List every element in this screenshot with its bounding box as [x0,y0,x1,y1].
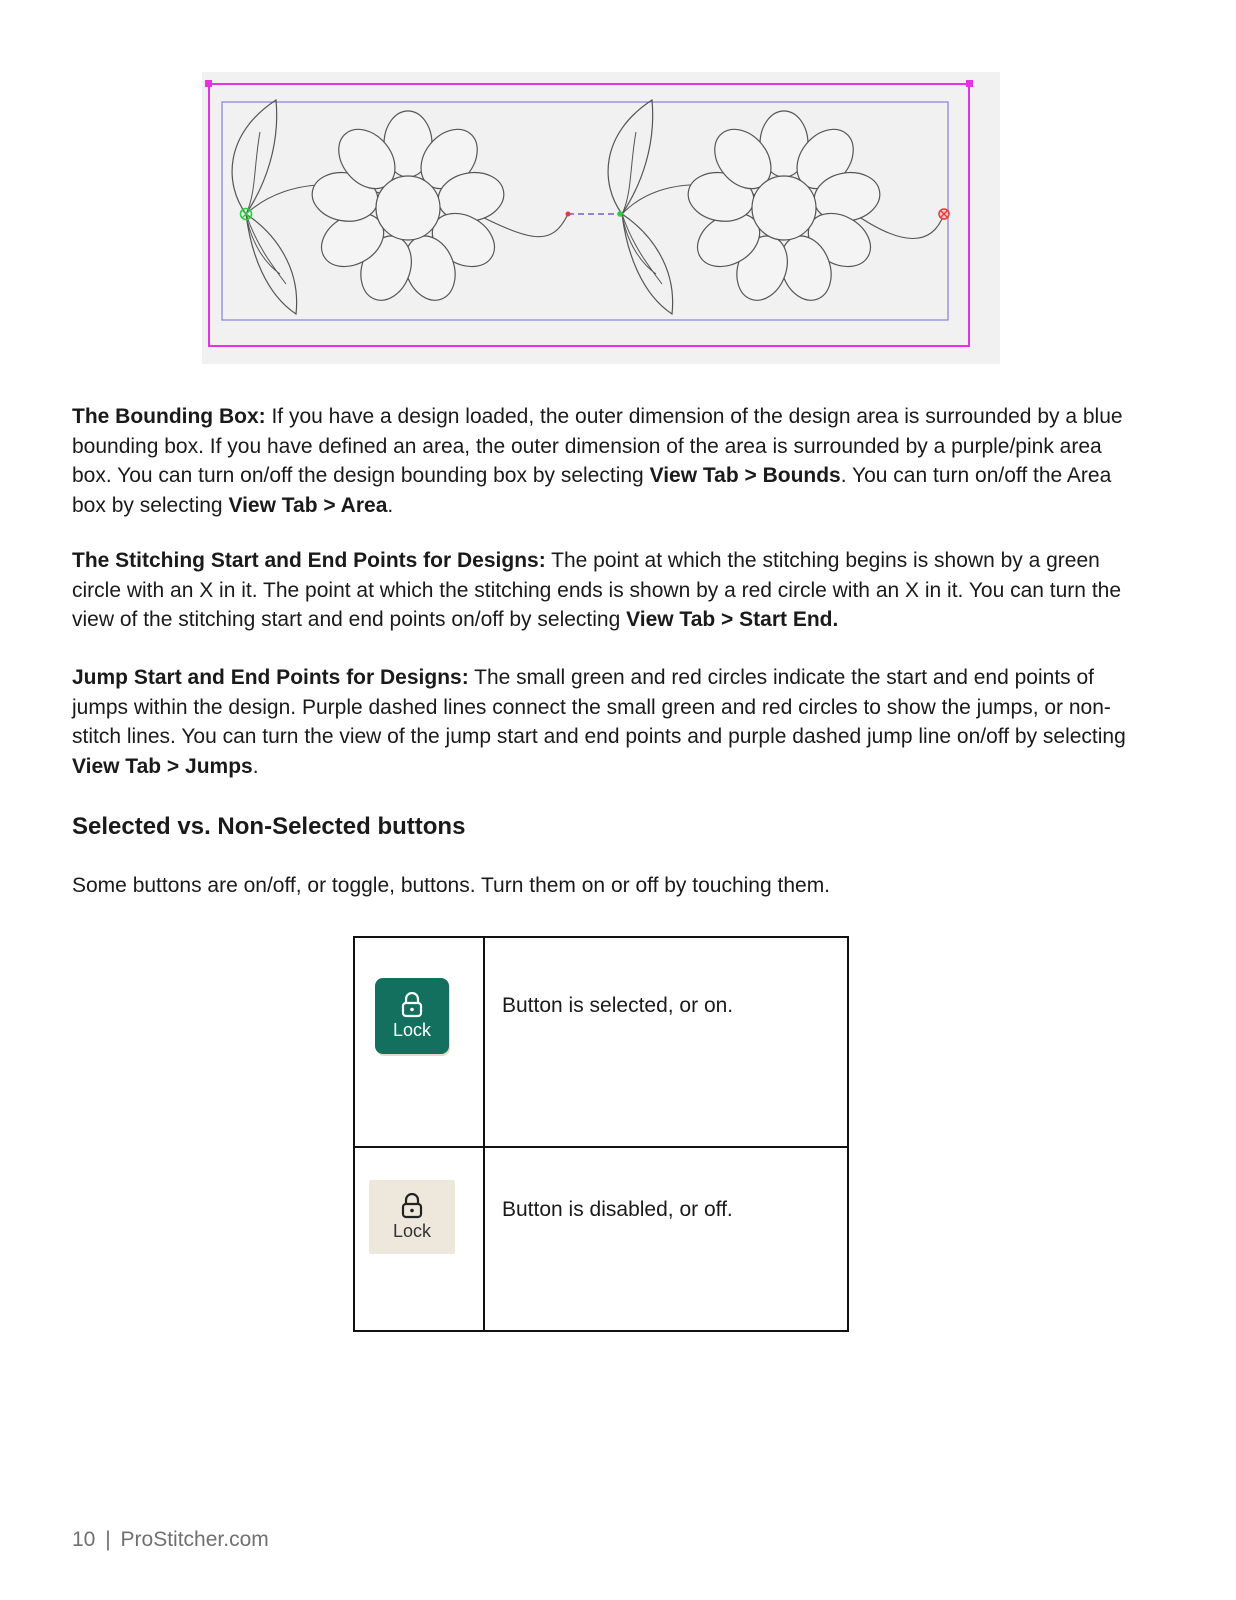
table-cell-description: Button is selected, or on. [484,937,848,1147]
area-box-handle [966,80,973,87]
menu-path: View Tab > Start End. [626,608,839,631]
paragraph-text: The point at which the stitching begins is shown by a green circle with an X in it. The point at which the stitching ends is shown by a red circle with an X in it. You can turn the view of the stitching start and end points on/off by selecting [72,549,1122,631]
flower-motif [308,111,507,307]
paragraph-title: The Stitching Start and End Points for Designs: [72,549,546,572]
page-number: 10 [72,1528,96,1551]
footer-site: ProStitcher.com [120,1528,269,1551]
button-states-table [353,936,849,1332]
section-heading: Selected vs. Non-Selected buttons [72,813,466,840]
lock-button-disabled[interactable] [369,1180,455,1254]
paragraph-title: The Bounding Box: [72,405,266,428]
paragraph-title: Jump Start and End Points for Designs: [72,666,469,689]
menu-path: View Tab > Area [228,493,388,517]
paragraph-stitching-points [72,546,1132,635]
table-cell-description: Button is disabled, or off. [484,1147,848,1331]
menu-path: View Tab > Bounds [649,464,841,487]
menu-path: View Tab > Jumps [72,754,253,778]
table-row [354,937,848,1147]
paragraph-text: The small green and red circles indicate the start and end points of jumps within the design. Purple dashed lines connect the small green and red circles to show the jumps, or non-stitch lines. You can turn the view of the jump start and end points and purple dashed jump line on/off by selecting [72,666,1126,748]
paragraph-jump-points [72,663,1132,781]
paragraph-text: . [252,754,259,778]
stitch-end-icon [939,209,949,219]
paragraph-text: If you have a design loaded, the outer dimension of the design area is surrounded by a blue bounding box. If you have defined an area, the outer dimension of the area is surrounded by a purple/pink area box. You can turn on/off the design bounding box by selecting [72,405,1123,487]
page-footer [72,1528,269,1552]
table-cell-icon [354,1147,484,1331]
intro-text: Some buttons are on/off, or toggle, buttons. Turn them on or off by touching them. [72,874,831,897]
footer-separator: | [105,1528,111,1551]
design-canvas [202,72,1000,364]
table-cell-icon [354,937,484,1147]
flower-motif [684,111,883,307]
lock-button-selected[interactable] [375,978,449,1054]
jump-end-point [566,212,571,217]
lock-button-label: Lock [392,1220,432,1241]
lock-icon [400,992,424,1018]
table-row [354,1147,848,1331]
jump-start-point [617,211,623,217]
paragraph-text: . You can turn on/off the Area box by selecting [72,464,1112,517]
area-box-handle [205,80,212,87]
paragraph-text: . [387,493,394,517]
lock-icon [400,1193,424,1219]
paragraph-bounding-box [72,402,1132,520]
design-preview-figure [202,72,1000,364]
lock-button-label: Lock [392,1019,432,1040]
